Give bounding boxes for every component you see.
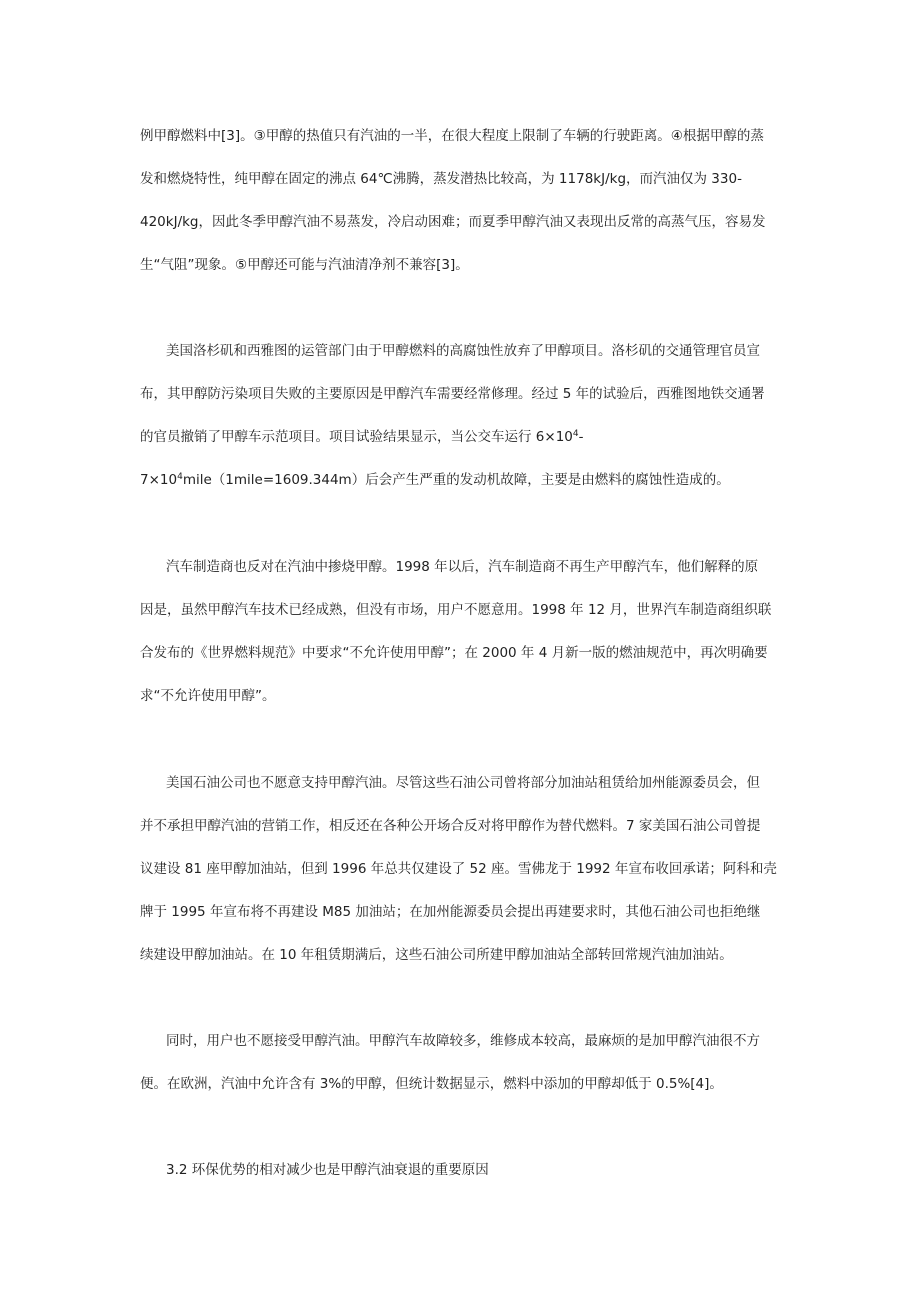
paragraph-line: 合发布的《世界燃料规范》中要求“不允许使用甲醇”；在 2000 年 4 月新一版的燃油规范中，再次明确要 xyxy=(140,645,768,661)
paragraph-line: 布，其甲醇防污染项目失败的主要原因是甲醇汽车需要经常修理。经过 5 年的试验后，西雅图地铁交通署 xyxy=(140,386,765,402)
section-heading: 3.2 环保优势的相对减少也是甲醇汽油衰退的重要原因 xyxy=(166,1162,489,1178)
paragraph-line: 汽车制造商也反对在汽油中掺烧甲醇。1998 年以后，汽车制造商不再生产甲醇汽车，他们解释的原 xyxy=(166,559,759,575)
line-text: 7×10 xyxy=(140,472,178,488)
paragraph-line: 美国洛杉矶和西雅图的运管部门由于甲醇燃料的高腐蚀性放弃了甲醇项目。洛杉矶的交通管理官员宣 xyxy=(166,343,760,359)
paragraph-line: 便。在欧洲，汽油中允许含有 3%的甲醇，但统计数据显示，燃料中添加的甲醇却低于 0.5%[4]。 xyxy=(140,1076,723,1092)
paragraph-line: 续建设甲醇加油站。在 10 年租赁期满后，这些石油公司所建甲醇加油站全部转回常规汽油加油站。 xyxy=(140,947,733,963)
paragraph-line: 因是，虽然甲醇汽车技术已经成熟，但没有市场，用户不愿意用。1998 年 12 月，世界汽车制造商组织联 xyxy=(140,602,772,618)
superscript: 4 xyxy=(177,472,183,482)
paragraph-line: 议建设 81 座甲醇加油站，但到 1996 年总共仅建设了 52 座。雪佛龙于 1992 年宣布收回承诺；阿科和壳 xyxy=(140,861,777,877)
paragraph-line: 420kJ/kg，因此冬季甲醇汽油不易蒸发，冷启动困难；而夏季甲醇汽油又表现出反常的高蒸气压，容易发 xyxy=(140,214,766,230)
paragraph-line: 并不承担甲醇汽油的营销工作，相反还在各种公开场合反对将甲醇作为替代燃料。7 家美国石油公司曾提 xyxy=(140,818,761,834)
paragraph-line xyxy=(140,427,920,447)
paragraph-line: 发和燃烧特性，纯甲醇在固定的沸点 64℃沸腾，蒸发潜热比较高，为 1178kJ/kg，而汽油仅为 330- xyxy=(140,171,742,187)
paragraph-line: 美国石油公司也不愿意支持甲醇汽油。尽管这些石油公司曾将部分加油站租赁给加州能源委员会，但 xyxy=(166,775,760,791)
paragraph-line: 生“气阻”现象。⑤甲醇还可能与汽油清净剂不兼容[3]。 xyxy=(140,257,469,273)
paragraph-line: 牌于 1995 年宣布将不再建设 M85 加油站；在加州能源委员会提出再建要求时，其他石油公司也拒绝继 xyxy=(140,904,761,920)
paragraph-line: 例甲醇燃料中[3]。③甲醇的热值只有汽油的一半，在很大程度上限制了车辆的行驶距离。④根据甲醇的蒸 xyxy=(140,128,764,144)
line-text: - xyxy=(578,429,584,445)
line-text: 的官员撤销了甲醇车示范项目。项目试验结果显示，当公交车运行 6×10 xyxy=(140,429,573,445)
paragraph-line: 求“不允许使用甲醇”。 xyxy=(140,688,276,704)
paragraph-line xyxy=(140,470,920,490)
paragraph-line: 同时，用户也不愿接受甲醇汽油。甲醇汽车故障较多，维修成本较高，最麻烦的是加甲醇汽油很不方 xyxy=(166,1033,760,1049)
superscript: 4 xyxy=(572,429,579,439)
line-text: mile（1mile=1609.344m）后会产生严重的发动机故障，主要是由燃料的腐蚀性造成的。 xyxy=(182,472,730,488)
